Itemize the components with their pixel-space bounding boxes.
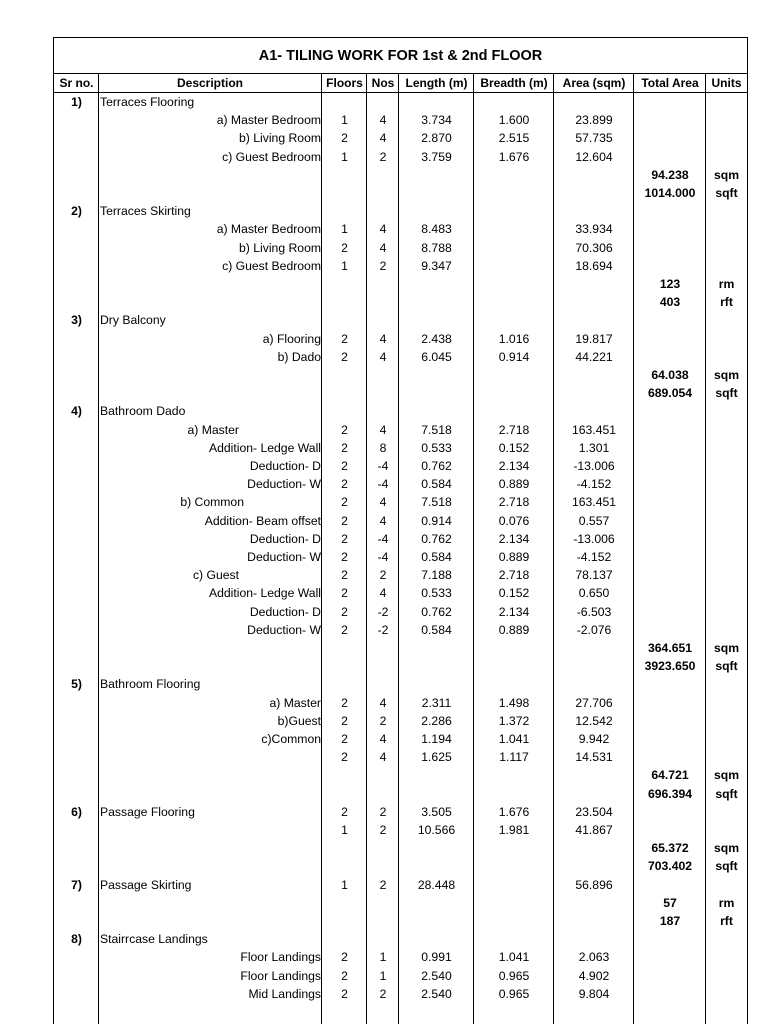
cell-len: 3.505	[421, 804, 452, 819]
cell-tot: 123	[659, 277, 681, 291]
cell-area: 163.451	[571, 422, 617, 437]
cell-area: 57.735	[575, 131, 613, 146]
cell-fl: 2	[341, 622, 348, 637]
cell-desc: Passage Skirting	[100, 877, 192, 892]
cell-unit: sqft	[715, 859, 738, 874]
table-header	[54, 74, 747, 93]
cell-fl: 2	[341, 477, 348, 492]
cell-nos: 2	[379, 568, 387, 583]
table-row	[54, 766, 747, 784]
cell-nos: 4	[379, 222, 387, 237]
cell-area: 14.531	[575, 750, 613, 765]
cell-fl: 1	[341, 823, 348, 837]
cell-len: 7.188	[421, 568, 452, 583]
tiling-sheet	[53, 37, 748, 1024]
cell-desc: Deduction- D	[249, 604, 321, 619]
cell-tot: 187	[659, 914, 681, 928]
cell-br: 1.041	[498, 950, 530, 965]
cell-sr: 4)	[71, 404, 82, 419]
cell-area: 0.650	[578, 586, 610, 601]
cell-desc: Floor Landings	[240, 950, 321, 965]
cell-unit: sqft	[715, 386, 738, 401]
cell-tot: 65.372	[651, 841, 689, 856]
cell-fl: 2	[341, 422, 348, 437]
cell-len: 1.194	[421, 732, 452, 746]
cell-unit: sqft	[715, 659, 738, 674]
table-row	[54, 166, 747, 184]
table-row	[54, 512, 747, 530]
cell-desc: Bathroom Flooring	[100, 677, 201, 692]
cell-area: -13.006	[573, 531, 615, 546]
cell-fl: 2	[341, 550, 348, 564]
cell-fl: 2	[341, 968, 348, 983]
cell-fl: 2	[341, 440, 348, 455]
header-total-area: Total Area	[641, 76, 699, 90]
cell-fl: 1	[341, 113, 348, 128]
cell-nos: 4	[379, 240, 387, 255]
cell-tot: 1014.000	[644, 186, 696, 200]
cell-desc: Addition- Ledge Wall	[208, 440, 321, 455]
table-row	[54, 675, 747, 693]
cell-br: 1.676	[498, 804, 530, 819]
header-sr-no: Sr no.	[59, 76, 94, 90]
cell-fl: 2	[341, 750, 348, 765]
cell-unit: rm	[718, 277, 735, 291]
cell-unit: sqft	[715, 786, 738, 801]
cell-fl: 2	[341, 586, 348, 601]
cell-br: 1.676	[498, 149, 530, 164]
cell-area: 27.706	[575, 695, 613, 710]
cell-area: 23.504	[575, 804, 613, 819]
cell-br: 1.117	[499, 750, 529, 765]
cell-nos: -4	[377, 531, 389, 546]
cell-desc: Mid Landings	[248, 986, 321, 1001]
cell-desc: Bathroom Dado	[100, 404, 186, 419]
table-row	[54, 366, 747, 384]
table-row	[54, 584, 747, 602]
table-row	[54, 348, 747, 366]
cell-nos: 2	[379, 713, 387, 728]
cell-nos: -2	[377, 622, 389, 637]
table-row	[54, 876, 747, 894]
cell-area: -4.152	[576, 477, 612, 492]
table-row	[54, 912, 747, 930]
cell-sr: 5)	[71, 677, 82, 692]
cell-nos: 4	[379, 131, 387, 146]
cell-area: 9.804	[578, 986, 610, 1001]
cell-nos: 4	[379, 732, 387, 746]
cell-fl: 2	[341, 604, 348, 619]
cell-area: 9.942	[578, 732, 610, 746]
cell-nos: 4	[379, 113, 387, 128]
table-row	[54, 530, 747, 548]
cell-fl: 1	[341, 222, 348, 237]
cell-area: 23.899	[575, 113, 613, 128]
cell-desc: c) Guest Bedroom	[222, 258, 321, 273]
cell-len: 2.540	[421, 968, 452, 983]
cell-tot: 64.038	[651, 368, 689, 382]
cell-len: 0.991	[421, 950, 452, 965]
header-units: Units	[711, 76, 742, 90]
table-row	[54, 129, 747, 147]
cell-nos: 4	[379, 349, 387, 364]
cell-desc: c) Guest Bedroom	[222, 149, 321, 164]
cell-area: -4.152	[576, 550, 612, 564]
cell-fl: 2	[341, 950, 348, 965]
cell-fl: 2	[341, 459, 348, 473]
cell-len: 1.625	[421, 750, 452, 765]
cell-br: 2.134	[498, 459, 530, 473]
cell-br: 2.718	[498, 495, 530, 510]
cell-len: 9.347	[421, 258, 452, 273]
cell-tot: 57	[663, 895, 677, 910]
cell-br: 0.965	[498, 968, 530, 983]
cell-tot: 3923.650	[644, 659, 696, 674]
cell-desc: b) Living Room	[239, 131, 321, 146]
cell-nos: 4	[379, 695, 387, 710]
cell-len: 0.584	[421, 622, 452, 637]
cell-sr: 2)	[71, 204, 82, 219]
cell-nos: 2	[379, 877, 387, 892]
cell-nos: 8	[379, 440, 387, 455]
cell-br: 1.016	[498, 331, 530, 346]
cell-fl: 2	[341, 531, 348, 546]
cell-len: 2.286	[421, 713, 452, 728]
cell-len: 0.533	[421, 586, 452, 601]
table-row	[54, 839, 747, 857]
cell-tot: 364.651	[647, 641, 693, 655]
cell-desc: c)Common	[261, 732, 321, 746]
table-row	[54, 730, 747, 748]
cell-len: 8.483	[421, 222, 452, 237]
cell-unit: rft	[720, 914, 733, 928]
cell-unit: rm	[718, 895, 735, 910]
cell-br: 0.152	[498, 586, 530, 601]
cell-fl: 1	[341, 149, 348, 164]
cell-desc: Dry Balcony	[100, 313, 166, 328]
table-row	[54, 857, 747, 875]
cell-unit: rft	[720, 295, 733, 310]
cell-br: 1.041	[498, 732, 530, 746]
table-row	[54, 457, 747, 475]
table-row	[54, 384, 747, 402]
cell-len: 2.311	[421, 695, 452, 710]
cell-fl: 2	[341, 713, 348, 728]
cell-area: 19.817	[575, 331, 613, 346]
cell-fl: 2	[341, 986, 348, 1001]
cell-area: 1.301	[578, 440, 610, 455]
cell-tot: 64.721	[651, 768, 689, 783]
cell-unit: sqm	[713, 368, 740, 382]
cell-desc: Floor Landings	[240, 968, 321, 983]
cell-fl: 2	[341, 568, 348, 583]
cell-desc: Stairrcase Landings	[100, 932, 208, 947]
cell-fl: 2	[341, 695, 348, 710]
cell-len: 0.762	[421, 604, 452, 619]
cell-br: 2.134	[498, 604, 530, 619]
cell-desc: Passage Flooring	[100, 804, 195, 819]
header-area: Area (sqm)	[562, 76, 626, 90]
cell-desc: b) Dado	[277, 349, 321, 364]
cell-len: 7.518	[421, 495, 452, 510]
cell-br: 1.372	[498, 713, 530, 728]
table-row	[54, 694, 747, 712]
table-row	[54, 948, 747, 966]
table-row	[54, 402, 747, 420]
cell-area: 44.221	[575, 349, 613, 364]
table-row	[54, 421, 747, 439]
table-row	[54, 202, 747, 220]
cell-area: 12.604	[575, 149, 613, 164]
cell-desc: a) Master Bedroom	[216, 222, 321, 237]
cell-tot: 689.054	[647, 386, 693, 401]
table-row	[54, 439, 747, 457]
table-row	[54, 93, 747, 111]
cell-sr: 3)	[71, 313, 82, 328]
cell-area: -6.503	[576, 604, 612, 619]
cell-fl: 2	[341, 349, 348, 364]
cell-desc: a) Master	[187, 422, 239, 437]
cell-nos: 4	[379, 586, 387, 601]
cell-br: 0.914	[498, 349, 530, 364]
cell-len: 2.540	[421, 986, 452, 1001]
cell-nos: 2	[379, 804, 387, 819]
cell-nos: -4	[377, 459, 389, 473]
table-row	[54, 275, 747, 293]
table-row	[54, 148, 747, 166]
table-row	[54, 330, 747, 348]
table-row	[54, 657, 747, 675]
cell-desc: Deduction- W	[247, 477, 321, 492]
cell-fl: 2	[341, 732, 348, 746]
header-floors: Floors	[326, 76, 363, 90]
cell-nos: 4	[379, 513, 387, 528]
header-description: Description	[176, 76, 243, 90]
cell-desc: b)Guest	[277, 713, 321, 728]
table-row	[54, 967, 747, 985]
cell-sr: 1)	[71, 95, 82, 109]
cell-nos: 2	[379, 986, 387, 1001]
cell-fl: 1	[341, 877, 348, 892]
cell-nos: -4	[377, 477, 389, 492]
cell-unit: sqft	[715, 186, 738, 200]
cell-nos: 4	[379, 331, 387, 346]
table-row	[54, 184, 747, 202]
cell-area: 18.694	[575, 258, 613, 273]
cell-br: 1.600	[498, 113, 530, 128]
cell-fl: 2	[341, 331, 348, 346]
cell-unit: sqm	[713, 167, 740, 182]
cell-len: 0.584	[421, 477, 452, 492]
table-row	[54, 493, 747, 511]
cell-fl: 2	[341, 131, 348, 146]
cell-tot: 703.402	[647, 859, 693, 874]
cell-nos: 1	[379, 968, 387, 983]
cell-len: 0.584	[421, 550, 452, 564]
cell-nos: -4	[377, 550, 389, 564]
cell-area: 56.896	[575, 877, 613, 892]
cell-desc: Deduction- D	[249, 531, 321, 546]
cell-br: 2.515	[498, 131, 530, 146]
table-row	[54, 475, 747, 493]
cell-len: 0.914	[421, 513, 452, 528]
cell-len: 10.566	[417, 823, 456, 837]
cell-area: 41.867	[575, 823, 613, 837]
cell-area: -13.006	[573, 459, 615, 473]
header-nos: Nos	[371, 76, 395, 90]
cell-br: 0.889	[498, 622, 530, 637]
cell-nos: 4	[379, 495, 387, 510]
table-row	[54, 803, 747, 821]
cell-desc: a) Master	[269, 695, 321, 710]
cell-area: -2.076	[576, 622, 612, 637]
cell-br: 0.152	[498, 440, 530, 455]
cell-fl: 2	[341, 513, 348, 528]
cell-len: 0.762	[421, 531, 452, 546]
table-row	[54, 821, 747, 839]
table-row	[54, 785, 747, 803]
cell-desc: Addition- Ledge Wall	[208, 586, 321, 601]
cell-desc: Terraces Skirting	[100, 204, 191, 219]
cell-desc: a) Flooring	[262, 331, 321, 346]
cell-unit: sqm	[713, 841, 740, 856]
table-row	[54, 712, 747, 730]
table-row	[54, 293, 747, 311]
cell-br: 0.889	[498, 477, 530, 492]
cell-br: 2.718	[498, 422, 530, 437]
table-row	[54, 748, 747, 766]
cell-sr: 7)	[71, 877, 82, 892]
cell-area: 163.451	[571, 495, 617, 510]
cell-br: 0.076	[498, 513, 530, 528]
cell-br: 2.134	[498, 531, 530, 546]
cell-br: 2.718	[498, 568, 530, 583]
cell-len: 6.045	[421, 349, 452, 364]
cell-fl: 2	[341, 495, 348, 510]
table-row	[54, 894, 747, 912]
cell-desc: b) Living Room	[239, 240, 321, 255]
table-row	[54, 930, 747, 948]
table-row	[54, 621, 747, 639]
cell-area: 78.137	[575, 568, 613, 583]
cell-area: 4.902	[578, 968, 610, 983]
cell-nos: 4	[379, 750, 387, 765]
cell-len: 28.448	[417, 877, 456, 892]
cell-area: 0.557	[578, 513, 610, 528]
cell-nos: 2	[379, 823, 387, 837]
sheet-title: A1- TILING WORK FOR 1st & 2nd FLOOR	[54, 38, 747, 74]
cell-area: 33.934	[575, 222, 613, 237]
cell-len: 3.759	[421, 149, 452, 164]
table-row	[54, 985, 747, 1003]
table-row	[54, 311, 747, 329]
table-row	[54, 257, 747, 275]
cell-unit: sqm	[713, 768, 740, 783]
table-row	[54, 548, 747, 566]
cell-sr: 6)	[71, 804, 82, 819]
cell-area: 12.542	[575, 713, 613, 728]
cell-len: 2.870	[421, 131, 452, 146]
cell-area: 70.306	[575, 240, 613, 255]
cell-len: 3.734	[421, 113, 452, 128]
cell-br: 1.981	[498, 823, 530, 837]
table-row	[54, 111, 747, 129]
cell-fl: 1	[341, 258, 348, 273]
cell-desc: Terraces Flooring	[100, 95, 195, 109]
cell-desc: Deduction- D	[249, 459, 321, 473]
table-row	[54, 220, 747, 238]
cell-len: 0.533	[421, 440, 452, 455]
cell-br: 1.498	[498, 695, 530, 710]
cell-tot: 696.394	[647, 786, 693, 801]
cell-desc: c) Guest	[192, 568, 239, 583]
cell-nos: 1	[379, 950, 387, 965]
cell-nos: -2	[377, 604, 389, 619]
table-row	[54, 239, 747, 257]
cell-desc: a) Master Bedroom	[216, 113, 321, 128]
cell-unit: sqm	[713, 641, 740, 655]
cell-nos: 2	[379, 149, 387, 164]
cell-len: 2.438	[421, 331, 452, 346]
cell-nos: 2	[379, 258, 387, 273]
cell-desc: b) Common	[180, 495, 244, 510]
cell-sr: 8)	[71, 932, 82, 947]
table-row	[54, 566, 747, 584]
header-length: Length (m)	[405, 76, 468, 90]
header-breadth: Breadth (m)	[480, 76, 548, 90]
cell-nos: 4	[379, 422, 387, 437]
cell-tot: 94.238	[651, 167, 689, 182]
cell-area: 2.063	[578, 950, 610, 965]
cell-fl: 2	[341, 804, 348, 819]
cell-desc: Addition- Beam offset	[204, 513, 321, 528]
cell-len: 7.518	[421, 422, 452, 437]
cell-br: 0.889	[498, 550, 530, 564]
cell-br: 0.965	[498, 986, 530, 1001]
cell-desc: Deduction- W	[247, 622, 321, 637]
table-row	[54, 639, 747, 657]
cell-len: 8.788	[421, 240, 452, 255]
cell-len: 0.762	[421, 459, 452, 473]
cell-fl: 2	[341, 240, 348, 255]
cell-tot: 403	[659, 295, 681, 310]
table-row	[54, 603, 747, 621]
cell-desc: Deduction- W	[247, 550, 321, 564]
